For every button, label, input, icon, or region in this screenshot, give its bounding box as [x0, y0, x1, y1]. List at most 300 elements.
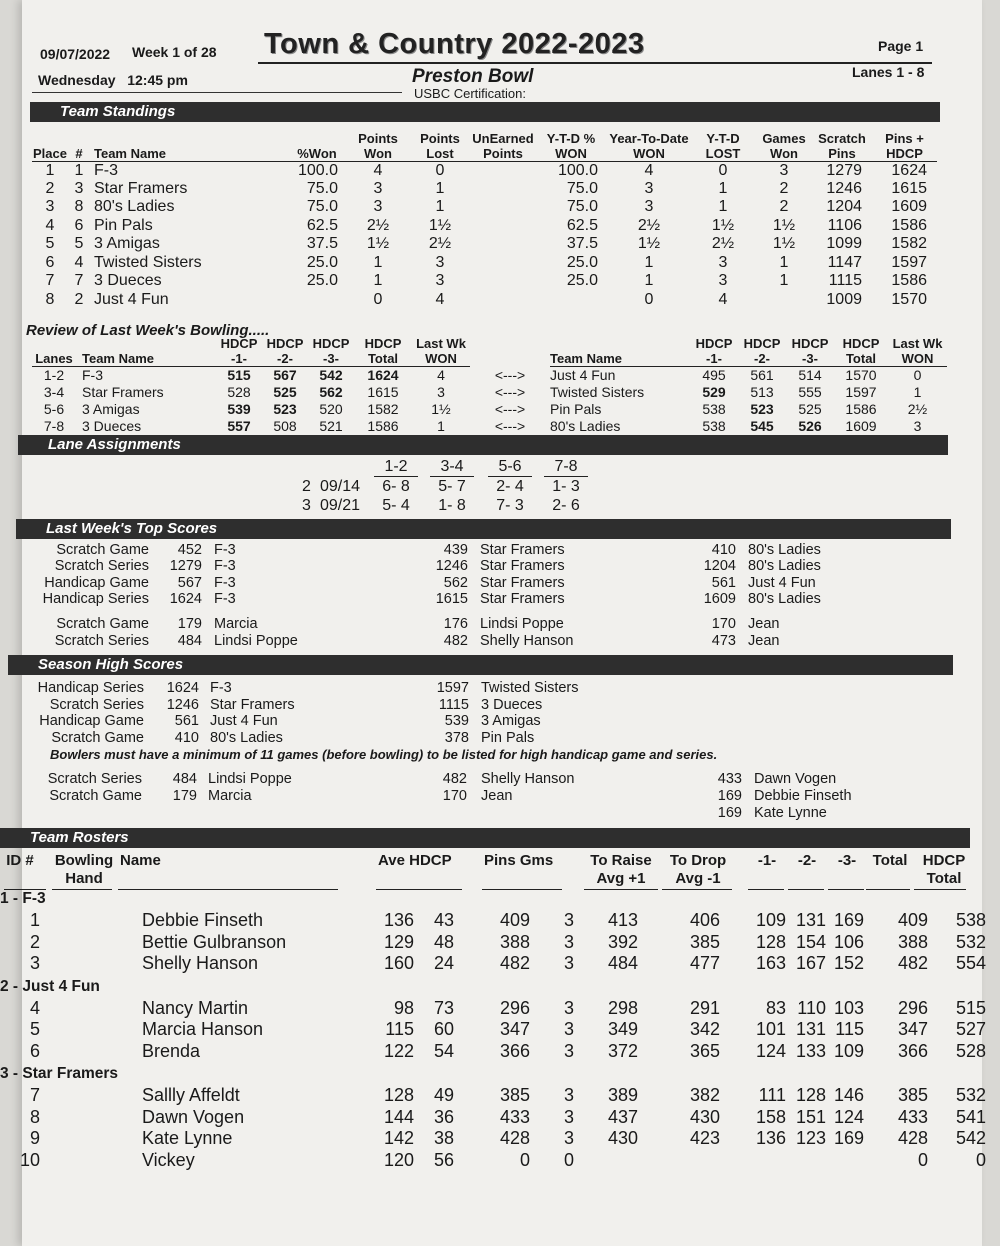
standings-cell: 8	[45, 290, 55, 308]
review-cell: Twisted Sisters	[550, 384, 645, 400]
roster-cell: 3	[563, 997, 574, 1018]
roster-col-g3: -3-	[837, 852, 857, 869]
standings-cell: 1½	[637, 235, 661, 253]
standings-cell: 75.0	[566, 198, 598, 216]
score-name: Jean	[481, 788, 513, 804]
roster-cell: 9	[29, 1128, 40, 1148]
roster-cell: 109	[755, 910, 786, 930]
standings-cell: 1204	[826, 198, 862, 216]
standings-table	[32, 127, 937, 309]
rev-col-total: HDCP Total	[354, 336, 412, 367]
lane-week-date: 09/14	[320, 478, 361, 495]
rev-col-g3: HDCP -3-	[308, 336, 354, 367]
roster-cell: 6	[29, 1040, 40, 1061]
roster-header-underline	[118, 889, 338, 890]
roster-cell: 296	[897, 997, 928, 1018]
score-name: Lindsi Poppe	[208, 771, 292, 787]
score-name: F-3	[210, 680, 232, 696]
roster-cell: 409	[897, 910, 928, 930]
score-name: F-3	[214, 558, 236, 575]
roster-header-underline	[482, 889, 562, 890]
standings-cell: 4	[435, 290, 445, 308]
roster-cell: 423	[689, 1128, 720, 1148]
score-name: Lindsi Poppe	[214, 632, 298, 649]
roster-cell: 3	[563, 1106, 574, 1127]
col-ytd-won: Year-To-Date WON	[608, 127, 690, 161]
standings-cell: 3	[435, 253, 445, 271]
standings-cell: 80's Ladies	[94, 198, 175, 216]
rev-col-team2: Team Name	[550, 336, 690, 367]
standings-cell: 3	[718, 253, 728, 271]
standings-cell	[286, 291, 348, 310]
score-category: Handicap Game	[44, 574, 149, 591]
review-cell: 5-6	[43, 401, 65, 417]
score-name: Debbie Finseth	[754, 788, 852, 804]
standings-cell: 1	[435, 198, 445, 216]
standings-cell: 4	[45, 216, 55, 234]
roster-cell: 3	[563, 953, 574, 973]
lane-matchup: 7- 3	[496, 497, 524, 514]
roster-cell: 541	[955, 1106, 986, 1127]
standings-row	[32, 180, 937, 199]
roster-cell: 433	[897, 1106, 928, 1127]
day-time: Wednesday 12:45 pm	[38, 72, 188, 88]
rev-col-won: Last Wk WON	[412, 336, 470, 367]
bowling-center: Preston Bowl	[412, 66, 534, 87]
standings-cell: 6	[45, 253, 55, 271]
standings-cell: 1582	[891, 235, 927, 253]
score-value: 1246	[166, 696, 199, 713]
roster-cell: 372	[607, 1040, 638, 1061]
col-points-won: Points Won	[348, 127, 408, 161]
score-value: 1615	[435, 590, 468, 607]
review-cell: 542	[319, 367, 343, 384]
lane-week-number: 3	[302, 497, 311, 514]
standings-cell: 3 Amigas	[94, 235, 160, 253]
score-name: Jean	[748, 616, 780, 632]
review-cell: 525	[273, 384, 297, 400]
roster-header-underline	[584, 889, 658, 890]
score-name: Just 4 Fun	[748, 574, 816, 591]
standings-cell: 100.0	[557, 161, 598, 179]
rev-col-g2: HDCP -2-	[262, 336, 308, 367]
roster-cell: 385	[897, 1085, 928, 1105]
rev-col2-g3: HDCP -3-	[786, 336, 834, 367]
roster-col-ave: Ave HDCP	[378, 852, 452, 869]
lane-pair-header: 7-8	[544, 458, 588, 477]
standings-cell: 1	[718, 179, 728, 197]
col-points-lost: Points Lost	[408, 127, 472, 161]
bowler-name: Dawn Vogen	[142, 1106, 245, 1127]
standings-cell: 1624	[891, 161, 927, 179]
roster-cell: 413	[607, 910, 638, 930]
standings-cell: 1	[644, 253, 654, 271]
standings-cell: 3	[644, 179, 654, 197]
review-cell: 562	[319, 384, 343, 400]
roster-col-g1: -1-	[757, 852, 777, 869]
review-cell: F-3	[82, 367, 103, 384]
roster-cell: 392	[607, 931, 638, 952]
top-individual-scores	[22, 616, 962, 652]
roster-cell: 136	[755, 1128, 786, 1148]
bowler-name: Nancy Martin	[142, 997, 249, 1018]
standings-cell: 1	[718, 198, 728, 216]
top-scores-bar: Last Week's Top Scores	[16, 519, 951, 539]
roster-cell: 428	[897, 1128, 928, 1148]
roster-cell: 0	[917, 1149, 928, 1170]
standings-cell	[756, 291, 812, 310]
score-category: Scratch Game	[49, 788, 142, 804]
roster-col-name: Name	[120, 852, 161, 869]
standings-cell: 75.0	[566, 179, 598, 197]
roster-cell: 54	[433, 1040, 454, 1061]
league-title: Town & Country 2022-2023	[264, 28, 645, 60]
col-place: Place	[32, 127, 68, 161]
roster-cell: 120	[383, 1149, 414, 1170]
roster-cell: 430	[607, 1128, 638, 1148]
roster-cell: 151	[795, 1106, 826, 1127]
score-name: Dawn Vogen	[754, 771, 837, 787]
report-date: 09/07/2022	[40, 46, 111, 62]
roster-team-name: 3 - Star Framers	[0, 1065, 119, 1082]
review-cell: 1609	[845, 418, 877, 434]
standings-cell: 7	[45, 272, 55, 290]
roster-team-name: 2 - Just 4 Fun	[0, 977, 100, 995]
standings-cell: 2½	[711, 235, 735, 253]
score-name: Just 4 Fun	[210, 713, 278, 729]
roster-header-underline	[662, 889, 732, 890]
standings-cell: 1106	[827, 216, 862, 234]
score-name: F-3	[214, 542, 236, 558]
score-name: Pin Pals	[481, 729, 535, 746]
score-name: Kate Lynne	[754, 805, 827, 821]
standings-cell: 1½	[428, 216, 452, 234]
roster-cell: 389	[607, 1085, 638, 1105]
review-row	[32, 418, 947, 435]
review-cell: 561	[750, 367, 774, 384]
review-cell: 538	[702, 418, 726, 434]
roster-cell: 103	[833, 997, 864, 1018]
score-category: Handicap Series	[37, 680, 144, 696]
bowler-name: Debbie Finseth	[142, 910, 264, 930]
roster-cell: 385	[499, 1085, 530, 1105]
standings-cell: 1279	[826, 161, 862, 179]
standings-cell: 3	[644, 198, 654, 216]
score-value: 1279	[169, 558, 202, 575]
score-name: Lindsi Poppe	[480, 616, 564, 632]
roster-cell: 366	[499, 1040, 530, 1061]
standings-cell: 1009	[826, 290, 862, 308]
score-value: 452	[177, 542, 202, 558]
roster-header-underline	[52, 889, 112, 890]
standings-cell: 1½	[366, 235, 390, 253]
standings-cell: 3	[373, 198, 383, 216]
roster-cell: 142	[383, 1128, 414, 1148]
review-cell: Pin Pals	[550, 401, 602, 417]
bowler-name: Kate Lynne	[142, 1128, 233, 1148]
score-value: 179	[177, 616, 202, 632]
standings-cell: 75.0	[306, 198, 338, 216]
lane-matchup: 5- 7	[438, 478, 466, 495]
standings-row	[32, 272, 937, 291]
score-value: 482	[443, 632, 468, 649]
standings-cell: 3	[779, 161, 789, 179]
roster-cell: 532	[955, 931, 986, 952]
score-value: 1115	[438, 696, 469, 713]
roster-cell: 111	[758, 1085, 786, 1105]
roster-cell: 128	[755, 931, 786, 952]
bowler-name: Bettie Gulbranson	[142, 931, 287, 952]
week-label: Week 1 of 28	[132, 44, 217, 60]
roster-header-underline	[866, 889, 910, 890]
roster-cell: 437	[607, 1106, 638, 1127]
standings-cell: 7	[74, 272, 84, 290]
score-value: 1624	[169, 590, 202, 607]
review-cell: <--->	[494, 384, 526, 400]
roster-cell: 477	[689, 953, 720, 973]
review-cell: Just 4 Fun	[550, 367, 616, 384]
roster-cell: 169	[833, 1128, 864, 1148]
lane-matchup: 5- 4	[382, 497, 410, 514]
roster-cell: 388	[499, 931, 530, 952]
roster-cell: 49	[433, 1085, 454, 1105]
roster-col-raise: To Raise Avg +1	[590, 852, 652, 887]
standings-cell: Just 4 Fun	[94, 290, 169, 308]
standings-cell: 4	[373, 161, 383, 179]
roster-col-pins: Pins Gms	[484, 852, 554, 869]
review-cell: 508	[273, 418, 297, 434]
review-cell: 539	[227, 401, 251, 417]
roster-cell: 428	[499, 1128, 530, 1148]
standings-cell	[472, 217, 534, 236]
rev-col2-total: HDCP Total	[834, 336, 888, 367]
col-ytd-lost: Y-T-D LOST	[690, 127, 756, 161]
standings-cell: 1	[644, 272, 654, 290]
standings-cell	[472, 254, 534, 273]
roster-cell: 48	[433, 931, 454, 952]
roster-cell: 365	[689, 1040, 720, 1061]
score-category: Handicap Game	[39, 713, 144, 729]
review-cell: 1	[437, 418, 445, 434]
standings-cell: 75.0	[306, 179, 338, 197]
lane-pair-header: 3-4	[430, 458, 474, 477]
roster-cell: 4	[29, 997, 40, 1018]
review-cell: 3	[913, 418, 922, 434]
review-cell: 513	[750, 384, 774, 400]
roster-cell: 124	[833, 1106, 864, 1127]
roster-cell: 169	[833, 910, 864, 930]
review-cell: 523	[273, 401, 297, 417]
review-cell: 3-4	[43, 384, 65, 400]
review-cell: 3 Amigas	[82, 401, 140, 417]
roster-cell: 342	[689, 1019, 720, 1039]
review-cell: 1-2	[43, 367, 65, 384]
lane-week-number: 2	[302, 478, 311, 495]
roster-cell: 532	[955, 1085, 986, 1105]
standings-cell: 1	[45, 161, 55, 179]
score-name: Shelly Hanson	[480, 632, 574, 649]
standings-cell: 5	[45, 235, 55, 253]
col-ytd-pct: Y-T-D % WON	[534, 127, 608, 161]
roster-cell: 160	[383, 953, 414, 973]
roster-cell: 106	[833, 931, 864, 952]
score-name: Star Framers	[480, 558, 565, 575]
rev-col2-g1: HDCP -1-	[690, 336, 738, 367]
roster-cell: 83	[765, 997, 786, 1018]
roster-cell: 542	[955, 1128, 986, 1148]
review-cell: 1624	[367, 367, 399, 384]
roster-cell: 8	[29, 1106, 40, 1127]
usbc-cert: USBC Certification:	[414, 86, 526, 101]
score-value: 1609	[703, 590, 736, 607]
score-category: Scratch Series	[47, 771, 142, 787]
bowler-name: Marcia Hanson	[142, 1019, 264, 1039]
header-rule-left	[32, 92, 402, 93]
score-name: Marcia	[208, 788, 252, 804]
standings-cell: 2½	[366, 216, 390, 234]
col-games-won: Games Won	[756, 127, 812, 161]
score-category: Scratch Game	[56, 616, 149, 632]
review-cell: 529	[702, 384, 726, 400]
roster-cell: 527	[955, 1019, 986, 1039]
roster-cell: 554	[955, 953, 986, 973]
rev-col2-won: Last Wk WON	[888, 336, 947, 367]
rev-col-vs	[470, 336, 550, 367]
score-name: F-3	[214, 574, 236, 591]
standings-cell	[534, 291, 608, 310]
score-category: Scratch Series	[54, 632, 149, 649]
standings-cell: Twisted Sisters	[94, 253, 202, 271]
review-cell: 521	[319, 418, 343, 434]
roster-cell: 5	[29, 1019, 40, 1039]
col-scratch-pins: Scratch Pins	[812, 127, 872, 161]
score-value: 473	[711, 632, 736, 649]
standings-row	[32, 217, 937, 236]
review-cell: 7-8	[43, 418, 65, 434]
roster-header-underline	[376, 889, 462, 890]
roster-cell: 131	[795, 910, 826, 930]
review-cell: 567	[273, 367, 297, 384]
bowler-name: Sallly Affeldt	[142, 1085, 240, 1105]
review-cell: 528	[227, 384, 251, 400]
standings-cell: 0	[644, 290, 654, 308]
standings-cell: 1115	[828, 272, 862, 290]
roster-cell: 131	[795, 1019, 826, 1039]
score-value: 561	[711, 574, 736, 591]
review-cell: 1615	[367, 384, 399, 400]
standings-cell: Pin Pals	[94, 216, 153, 234]
standings-cell: 37.5	[306, 235, 338, 253]
roster-cell: 528	[955, 1040, 986, 1061]
season-note: Bowlers must have a minimum of 11 games (before bowling) to be listed for high handicap game and series.	[50, 747, 718, 762]
standings-cell: 8	[74, 198, 84, 216]
standings-row	[32, 291, 937, 310]
review-cell: 0	[913, 367, 922, 384]
roster-cell: 3	[563, 931, 574, 952]
standings-cell: 62.5	[306, 216, 338, 234]
standings-cell: 1147	[827, 253, 862, 271]
review-cell: 495	[702, 367, 726, 384]
roster-cell: 56	[433, 1149, 454, 1170]
score-value: 433	[717, 771, 742, 787]
roster-cell: 0	[563, 1149, 574, 1170]
standings-row	[32, 254, 937, 273]
review-cell: 3	[437, 384, 445, 400]
standings-cell: 25.0	[306, 272, 338, 290]
roster-header-underline	[748, 889, 784, 890]
review-cell: 538	[702, 401, 726, 417]
standings-cell: 1½	[711, 216, 735, 234]
standings-cell: 1099	[826, 235, 862, 253]
score-category: Scratch Game	[56, 542, 149, 558]
standings-cell: 25.0	[566, 253, 598, 271]
roster-cell: 430	[689, 1106, 720, 1127]
rev-col-lanes: Lanes	[32, 336, 76, 367]
roster-cell: 60	[433, 1019, 454, 1039]
standings-cell: 1	[779, 253, 789, 271]
standings-cell: 2	[779, 179, 789, 197]
roster-col-hand: Bowling Hand	[54, 852, 114, 887]
score-value: 1624	[166, 680, 199, 696]
team-rosters-bar: Team Rosters	[0, 828, 970, 848]
roster-cell: 2	[29, 931, 40, 952]
review-title: Review of Last Week's Bowling.....	[26, 322, 270, 339]
score-name: 3 Amigas	[481, 713, 541, 729]
score-name: Star Framers	[480, 590, 565, 607]
review-cell: 525	[798, 401, 822, 417]
standings-cell: 1½	[772, 216, 796, 234]
review-cell: Star Framers	[82, 384, 164, 400]
score-value: 169	[717, 788, 742, 804]
score-name: 80's Ladies	[210, 729, 283, 746]
score-value: 1204	[703, 558, 736, 575]
standings-cell: 1586	[891, 272, 927, 290]
score-name: Star Framers	[480, 542, 565, 558]
standings-row	[32, 198, 937, 217]
roster-cell: 110	[797, 997, 826, 1018]
roster-cell: 101	[755, 1019, 786, 1039]
standings-cell: 1	[74, 161, 84, 179]
score-value: 179	[172, 788, 197, 804]
review-row	[32, 367, 947, 384]
rev-col-team: Team Name	[76, 336, 216, 367]
season-team-scores	[22, 680, 962, 750]
review-cell: 3 Dueces	[82, 418, 142, 434]
standings-cell: 3	[718, 272, 728, 290]
review-cell: 545	[750, 418, 774, 434]
standings-cell	[472, 272, 534, 291]
roster-cell: 538	[955, 910, 986, 930]
standings-cell	[472, 198, 534, 217]
score-category: Scratch Series	[49, 696, 144, 713]
standings-cell: 0	[373, 290, 383, 308]
roster-cell: 24	[433, 953, 454, 973]
score-category: Handicap Series	[42, 590, 149, 607]
roster-cell: 136	[383, 910, 414, 930]
review-row	[32, 384, 947, 401]
bowler-name: Brenda	[142, 1040, 201, 1061]
review-cell: 2½	[907, 401, 928, 417]
roster-cell: 124	[755, 1040, 786, 1061]
roster-cell: 349	[607, 1019, 638, 1039]
review-cell: <--->	[494, 418, 526, 434]
standings-cell: 1609	[891, 198, 927, 216]
roster-cell: 144	[383, 1106, 414, 1127]
standings-cell: 2½	[637, 216, 661, 234]
roster-cell: 167	[795, 953, 826, 973]
score-value: 176	[443, 616, 468, 632]
roster-cell: 152	[833, 953, 864, 973]
